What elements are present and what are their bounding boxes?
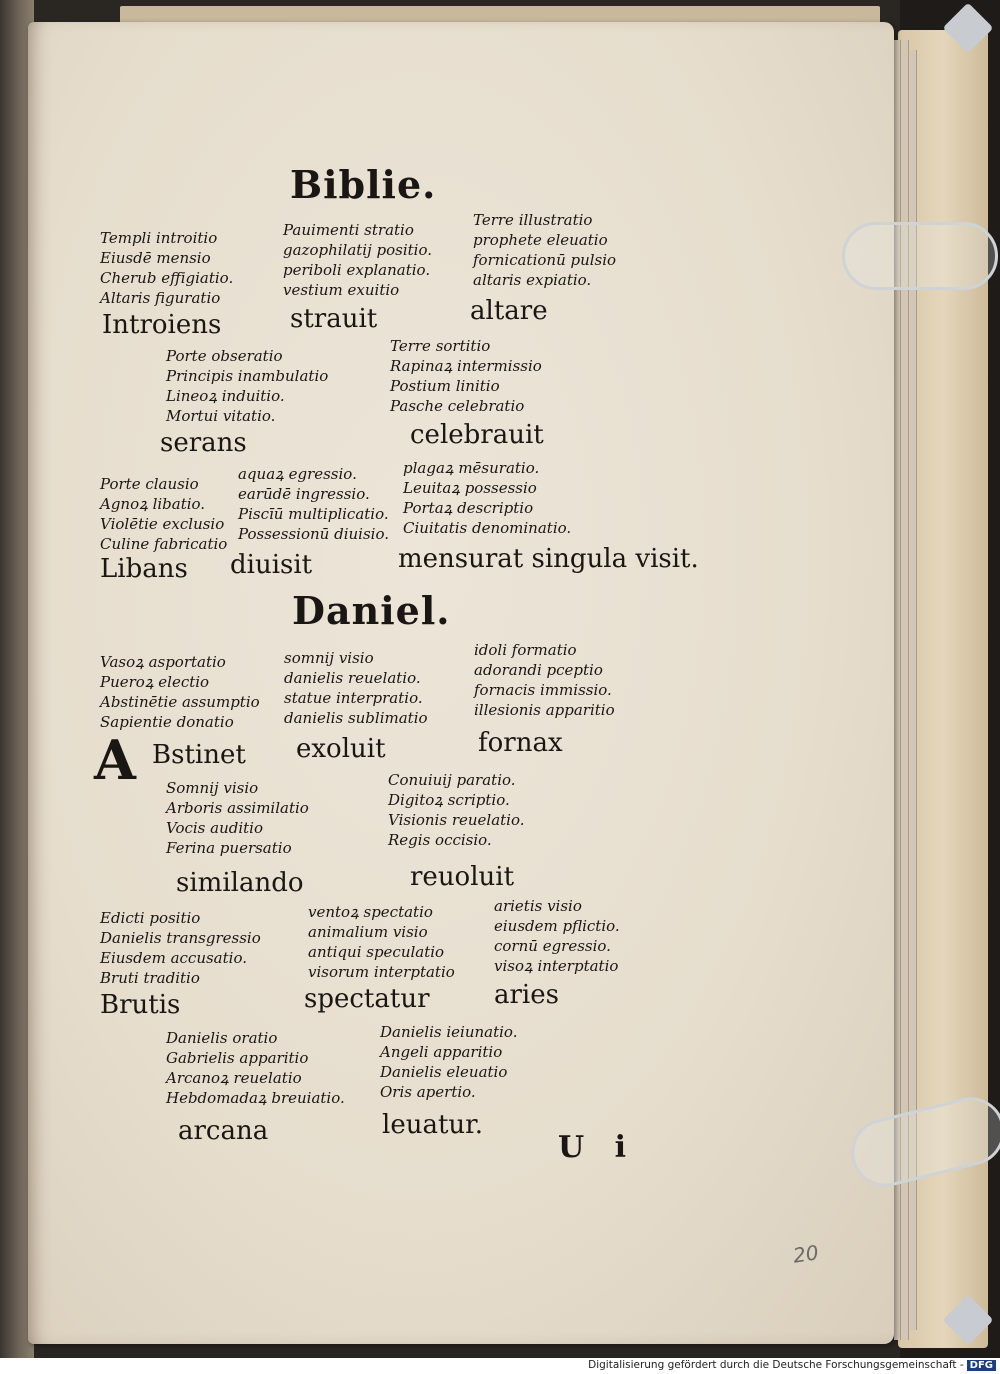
text-line: plagaꝝ mēsuratio. (403, 459, 540, 477)
heading-biblie: Biblie. (290, 162, 437, 207)
text-line: Agnoꝝ libatio. (100, 495, 206, 513)
text-line: Edicti positio (100, 909, 201, 927)
text-line: Terre illustratio (473, 211, 593, 229)
keyword: Introiens (102, 310, 222, 340)
text-line: Angeli apparitio (380, 1043, 503, 1061)
block1-col3 (473, 210, 616, 290)
footer-bar (0, 1358, 1000, 1374)
signature-mark: U i (558, 1130, 637, 1165)
text-line: Mortui vitatio. (166, 407, 276, 425)
text-line: Rapinaꝝ intermissio (390, 357, 542, 375)
text-line: Danielis ieiunatio. (380, 1023, 518, 1041)
text-line: Somnij visio (166, 779, 259, 797)
text-line: periboli explanatio. (283, 261, 431, 279)
block1-col2 (283, 220, 432, 300)
text-line: Eiusdē mensio (100, 249, 211, 267)
text-line: Ferina puersatio (166, 839, 292, 857)
keyword: similando (176, 868, 304, 898)
heading-daniel: Daniel. (292, 588, 451, 633)
keyword: aries (494, 980, 559, 1010)
keyword: Bstinet (152, 740, 246, 770)
text-line: Altaris figuratio (100, 289, 221, 307)
book-page (28, 22, 894, 1344)
text-line: Conuiuij paratio. (388, 771, 516, 789)
text-line: illesionis apparitio (474, 701, 615, 719)
block5-col2 (388, 770, 525, 850)
text-line: Visionis reuelatio. (388, 811, 525, 829)
block7-col2 (380, 1022, 517, 1102)
text-line: cornū egressio. (494, 937, 611, 955)
text-line: Cherub effigiatio. (100, 269, 234, 287)
text-line: arietis visio (494, 897, 582, 915)
keyword: exoluit (296, 734, 386, 764)
text-line: ventoꝝ spectatio (308, 903, 433, 921)
text-line: fornicationū pulsio (473, 251, 617, 269)
text-line: Oris apertio. (380, 1083, 476, 1101)
text-line: Culine fabricatio (100, 535, 228, 553)
keyword: leuatur. (382, 1110, 483, 1140)
text-line: Portaꝝ descriptio (403, 499, 534, 517)
block6-col1 (100, 908, 261, 988)
text-line: Regis occisio. (388, 831, 492, 849)
text-line: Abstinētie assumptio (100, 693, 260, 711)
keyword: serans (160, 428, 247, 458)
text-line: earūdē ingressio. (238, 485, 370, 503)
block1-col1 (100, 228, 233, 308)
block3-col2 (238, 464, 389, 544)
text-line: visorum interptatio (308, 963, 455, 981)
text-line: Lineoꝝ induitio. (166, 387, 285, 405)
text-line: danielis reuelatio. (284, 669, 421, 687)
text-line: Vasoꝝ asportatio (100, 653, 226, 671)
text-line: antiqui speculatio (308, 943, 445, 961)
text-line: Gabrielis apparitio (166, 1049, 309, 1067)
text-line: Terre sortitio (390, 337, 491, 355)
initial-letter: A (94, 728, 136, 792)
text-line: Postium linitio (390, 377, 500, 395)
keyword: reuoluit (410, 862, 515, 892)
block2-col2 (390, 336, 542, 416)
dfg-logo: DFG (967, 1360, 996, 1371)
page-clip-top (842, 222, 998, 290)
keyword: altare (470, 296, 548, 326)
block6-col2 (308, 902, 455, 982)
keyword: celebrauit (410, 420, 544, 450)
keyword: fornax (478, 728, 563, 758)
text-line: Pasche celebratio (390, 397, 525, 415)
block4-col2 (284, 648, 428, 728)
text-line: Templi introitio (100, 229, 218, 247)
block7-col1 (166, 1028, 345, 1108)
text-line: eiusdem pflictio. (494, 917, 620, 935)
text-line: statue interpratio. (284, 689, 423, 707)
text-line: Eiusdem accusatio. (100, 949, 247, 967)
text-line: adorandi pceptio (474, 661, 603, 679)
text-line: gazophilatij positio. (283, 241, 433, 259)
text-line: Arcanoꝝ reuelatio (166, 1069, 302, 1087)
text-line: Leuitaꝝ possessio (403, 479, 537, 497)
text-line: Possessionū diuisio. (238, 525, 389, 543)
pencil-folio-number: 20 (791, 1240, 820, 1268)
text-line: prophete eleuatio (473, 231, 608, 249)
text-line: Porte obseratio (166, 347, 283, 365)
text-line: Danielis transgressio (100, 929, 261, 947)
keyword: mensurat singula visit. (398, 544, 699, 574)
text-line: Danielis eleuatio (380, 1063, 508, 1081)
text-line: Danielis oratio (166, 1029, 278, 1047)
text-line: somnij visio (284, 649, 374, 667)
text-line: Vocis auditio (166, 819, 264, 837)
block3-col3 (403, 458, 571, 538)
keyword: Libans (100, 554, 188, 584)
text-line: Hebdomadaꝝ breuiatio. (166, 1089, 345, 1107)
text-line: visoꝝ interptatio (494, 957, 619, 975)
keyword: strauit (290, 304, 378, 334)
text-line: idoli formatio (474, 641, 577, 659)
text-line: fornacis immissio. (474, 681, 612, 699)
text-line: Pueroꝝ electio (100, 673, 210, 691)
keyword: spectatur (304, 984, 430, 1014)
text-line: Principis inambulatio (166, 367, 329, 385)
keyword: diuisit (230, 550, 313, 580)
text-line: danielis sublimatio (284, 709, 428, 727)
block3-col1 (100, 474, 227, 554)
block5-col1 (166, 778, 309, 858)
text-line: Violētie exclusio (100, 515, 225, 533)
text-line: Ciuitatis denominatio. (403, 519, 572, 537)
text-line: altaris expiatio. (473, 271, 592, 289)
text-line: Sapientie donatio (100, 713, 234, 731)
text-line: Digitoꝝ scriptio. (388, 791, 510, 809)
keyword: arcana (178, 1116, 269, 1146)
text-line: Piscīū multiplicatio. (238, 505, 389, 523)
text-line: Bruti traditio (100, 969, 200, 987)
block2-col1 (166, 346, 328, 426)
block4-col3 (474, 640, 615, 720)
text-line: Pauimenti stratio (283, 221, 414, 239)
text-line: vestium exuitio (283, 281, 400, 299)
text-line: Arboris assimilatio (166, 799, 309, 817)
text-line: animalium visio (308, 923, 428, 941)
text-line: Porte clausio (100, 475, 199, 493)
block4-col1 (100, 652, 260, 732)
footer-credit: Digitalisierung gefördert durch die Deutsche Forschungsgemeinschaft - (588, 1359, 964, 1371)
block6-col3 (494, 896, 620, 976)
text-line: aquaꝝ egressio. (238, 465, 357, 483)
keyword: Brutis (100, 990, 181, 1020)
